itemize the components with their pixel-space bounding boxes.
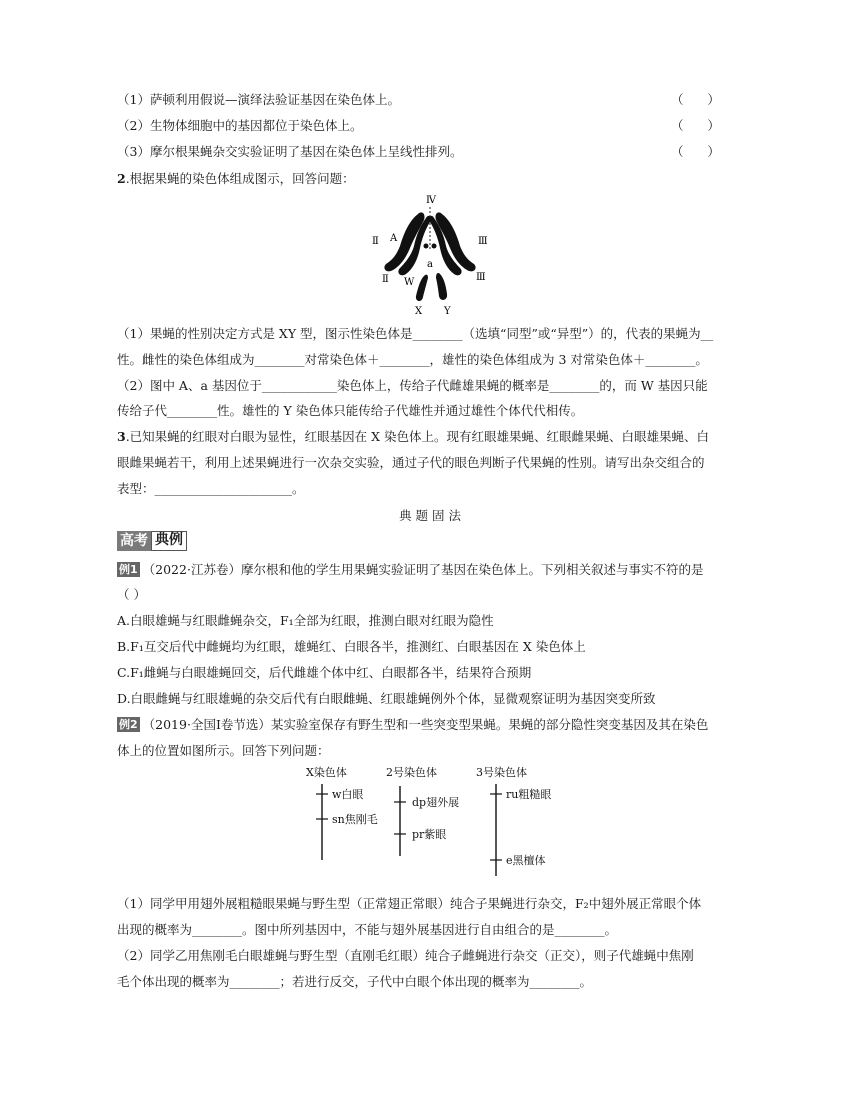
ex1-stem-text: （2022·江苏卷）摩尔根和他的学生用果蝇实验证明了基因在染色体上。下列相关叙述与事实不符的是 — [142, 562, 704, 577]
judge-item-1: （1）萨顿利用假说—演绎法验证基因在染色体上。 — [117, 92, 400, 107]
q3-line-2: 眼雌果蝇若干，利用上述果蝇进行一次杂交实验，通过子代的眼色判断子代果蝇的性别。请写出杂交组合的 — [117, 455, 705, 470]
ex1-badge: 例1 — [119, 563, 138, 576]
ex2-stem — [117, 716, 708, 734]
answer-paren-3[interactable]: （ ） — [671, 144, 720, 159]
q2-line-2: 性。雌性的染色体组成为________对常染色体＋________，雄性的染色体组成为 3 对常染色体＋________。 — [117, 352, 708, 367]
label-y: Y — [444, 306, 451, 317]
q2-line-1: （1）果蝇的性别决定方式是 XY 型，图示性染色体是________（选填“同型”或“异型”）的，代表的果蝇为__ — [117, 326, 714, 341]
answer-paren-2[interactable]: （ ） — [671, 118, 720, 133]
label-ii-lower: Ⅱ — [382, 274, 389, 285]
q2-intro — [117, 170, 355, 188]
gene-label: dp翅外展 — [412, 796, 460, 809]
gene-label: w白眼 — [332, 788, 364, 801]
q2-line-3: （2）图中 A、a 基因位于____________染色体上，传给子代雌雄果蝇的概率是________的，而 W 基因只能 — [117, 378, 708, 393]
ex2-line-2: 出现的概率为________。图中所列基因中，不能与翅外展基因进行自由组合的是________。 — [117, 922, 618, 937]
ex2-line-4: 毛个体出现的概率为________；若进行反交，子代中白眼个体出现的概率为________。 — [117, 974, 593, 989]
judge-item-3: （3）摩尔根果蝇杂交实验证明了基因在染色体上呈线性排列。 — [117, 144, 463, 159]
label-iii-lower: Ⅲ — [476, 272, 486, 283]
gene-label: ru粗糙眼 — [506, 788, 552, 801]
ex2-stem-2: 体上的位置如图所示。回答下列问题： — [117, 743, 330, 758]
gene-label-W: W — [404, 277, 415, 288]
ex2-line-1: （1）同学甲用翅外展粗糙眼果蝇与野生型（正常翅正常眼）纯合子果蝇进行杂交，F₂中翅外展正常眼个体 — [117, 896, 702, 911]
ex2-line-3: （2）同学乙用焦刚毛白眼雄蝇与野生型（直刚毛红眼）纯合子雌蝇进行杂交（正交），则子代雄蝇中焦刚 — [117, 948, 694, 963]
gene-label: e黑檀体 — [506, 854, 546, 867]
gene-map-title-2: 2号染色体 — [386, 766, 437, 779]
ex1-answer-paren[interactable]: （ ） — [117, 587, 146, 602]
q3-line-3: 表型：______________________。 — [117, 481, 305, 496]
judge-item-2: （2）生物体细胞中的基因都位于染色体上。 — [117, 118, 363, 133]
label-x: X — [415, 306, 423, 317]
section-title: 典 题 固 法 — [399, 508, 461, 523]
q2-intro-text: .根据果蝇的染色体组成图示，回答问题： — [125, 171, 355, 186]
ex1-stem — [117, 561, 703, 579]
ex1-option-a[interactable]: A.白眼雄蝇与红眼雌蝇杂交，F₁全部为红眼，推测白眼对红眼为隐性 — [117, 613, 494, 628]
q2-line-4: 传给子代________性。雄性的 Y 染色体只能传给子代雄性并通过雄性个体代代相传。 — [117, 403, 584, 418]
gene-map-figure — [300, 764, 580, 876]
label-ii-upper: Ⅱ — [372, 236, 379, 247]
gene-map-title-x: X染色体 — [306, 766, 347, 779]
q3-line-1 — [117, 428, 709, 446]
chromosome-x — [416, 275, 428, 301]
ex2-stem-text: （2019·全国Ⅰ卷节选）某实验室保存有野生型和一些突变型果蝇。果蝇的部分隐性突变基因及其在染色 — [142, 717, 709, 732]
answer-paren-1[interactable]: （ ） — [671, 92, 720, 107]
q2-number: 2 — [117, 171, 126, 186]
gene-label-a: a — [427, 259, 433, 270]
karyotype-figure — [360, 190, 500, 320]
q3-number: 3 — [117, 429, 126, 444]
gene-label: pr紫眼 — [412, 828, 447, 841]
tag-part-2: 典例 — [151, 531, 187, 551]
gene-map-title-3: 3号染色体 — [476, 766, 527, 779]
label-iii-upper: Ⅲ — [478, 236, 488, 247]
gaokao-tag — [117, 531, 187, 551]
ex2-badge: 例2 — [119, 718, 138, 731]
gene-label: sn焦刚毛 — [332, 813, 378, 826]
gene-label-A: A — [390, 233, 398, 244]
tag-part-1: 高考 — [117, 531, 151, 551]
ex1-option-c[interactable]: C.F₁雌蝇与白眼雄蝇回交，后代雌雄个体中红、白眼都各半，结果符合预期 — [117, 665, 532, 680]
label-iv: Ⅳ — [426, 195, 436, 206]
chromosome-y — [436, 273, 447, 300]
q3-line-1-text: .已知果蝇的红眼对白眼为显性，红眼基因在 X 染色体上。现有红眼雄果蝇、红眼雌果蝇、白眼雄果蝇、白 — [125, 429, 710, 444]
chromosome-iv-dot — [432, 244, 437, 249]
ex1-option-b[interactable]: B.F₁互交后代中雌蝇均为红眼，雄蝇红、白眼各半，推测红、白眼基因在 X 染色体上 — [117, 639, 586, 654]
chromosome-iv-dot — [424, 244, 429, 249]
ex1-option-d[interactable]: D.白眼雌蝇与红眼雄蝇的杂交后代有白眼雌蝇、红眼雄蝇例外个体，显微观察证明为基因突变所致 — [117, 691, 656, 706]
